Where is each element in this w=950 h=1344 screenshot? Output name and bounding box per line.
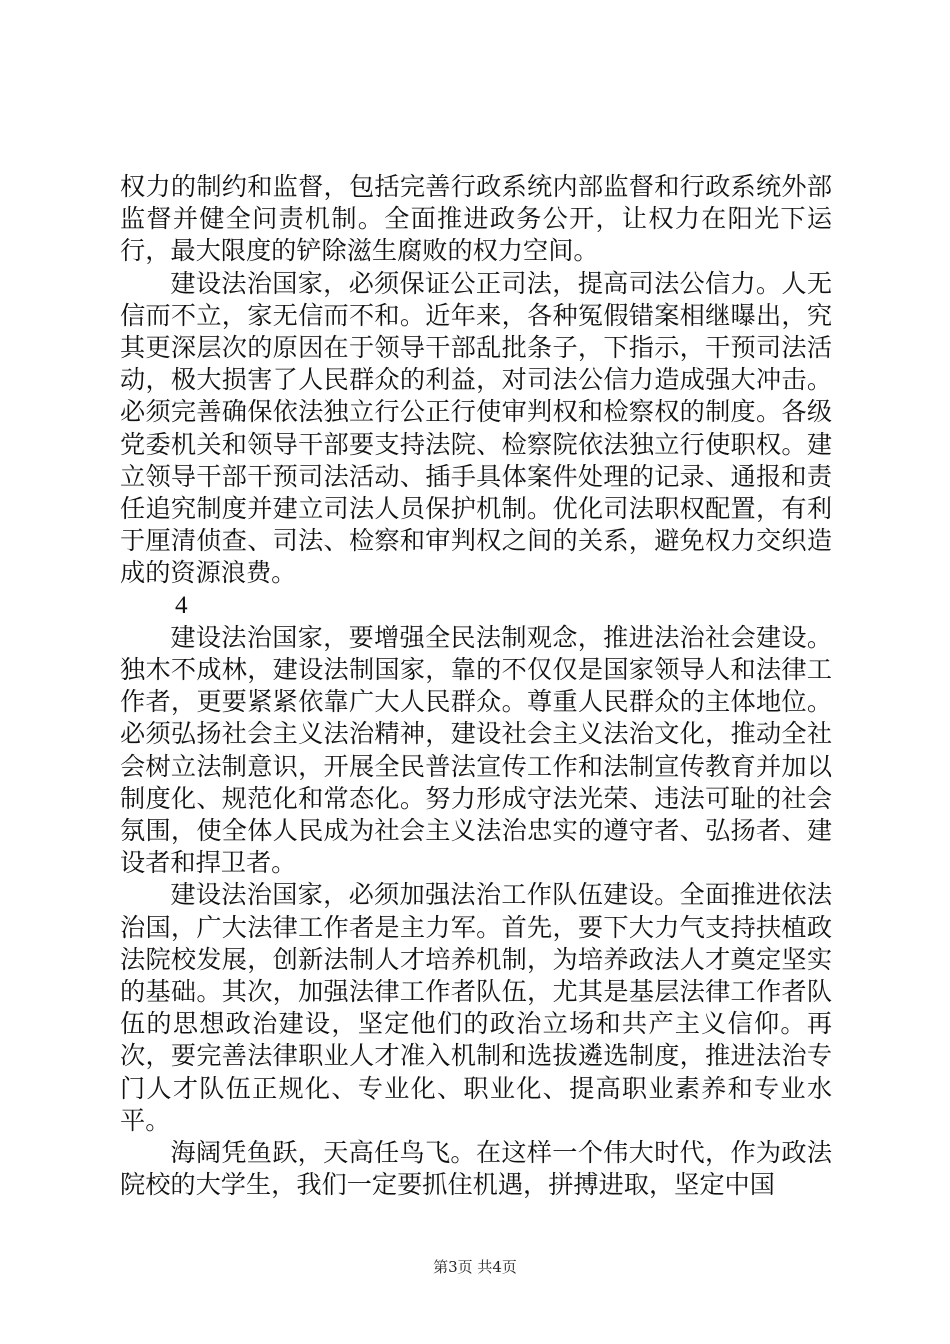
paragraph-legal-workforce: 建设法治国家，必须加强法治工作队伍建设。全面推进依法治国，广大法律工作者是主力军。首先，要下大力气支持扶植政法院校发展，创新法制人才培养机制，为培养政法人才奠定坚实的基础。其次，加强法律工作者队伍，尤其是基层法律工作者队伍的思想政治建设，坚定他们的政治立场和共产主义信仰。再次，要完善法律职业人才准入机制和选拔遴选制度，推进法治专门人才队伍正规化、专业化、职业化、提高职业素养和专业水平。	[120, 880, 832, 1135]
paragraph-continuation: 权力的制约和监督，包括完善行政系统内部监督和行政系统外部监督并健全问责机制。全面推进政务公开，让权力在阳光下运行，最大限度的铲除滋生腐败的权力空间。	[120, 172, 832, 266]
stray-number: 4	[175, 591, 188, 619]
page-footer: 第3页 共4页	[433, 1258, 517, 1276]
paragraph-justice: 建设法治国家，必须保证公正司法，提高司法公信力。人无信而不立，家无信而不和。近年来，各种冤假错案相继曝出，究其更深层次的原因在于领导干部乱批条子，下指示，干预司法活动，极大损害了人民群众的利益，对司法公信力造成强大冲击。必须完善确保依法独立行公正行使审判权和检察权的制度。各级党委机关和领导干部要支持法院、检察院依法独立行使职权。建立领导干部干预司法活动、插手具体案件处理的记录、通报和责任追究制度并建立司法人员保护机制。优化司法职权配置，有利于厘清侦查、司法、检察和审判权之间的关系，避免权力交织造成的资源浪费。	[120, 268, 832, 588]
paragraph-legal-awareness: 建设法治国家，要增强全民法制观念，推进法治社会建设。独木不成林，建设法制国家，靠的不仅仅是国家领导人和法律工作者，更要紧紧依靠广大人民群众。尊重人民群众的主体地位。必须弘扬社会主义法治精神，建设社会主义法治文化，推动全社会树立法制意识，开展全民普法宣传工作和法制宣传教育并加以制度化、规范化和常态化。努力形成守法光荣、违法可耻的社会氛围，使全体人民成为社会主义法治忠实的遵守者、弘扬者、建设者和捍卫者。	[120, 622, 832, 878]
paragraph-closing: 海阔凭鱼跃，天高任鸟飞。在这样一个伟大时代，作为政法院校的大学生，我们一定要抓住机遇，拼搏进取，坚定中国	[120, 1138, 832, 1200]
document-body	[120, 171, 832, 1202]
